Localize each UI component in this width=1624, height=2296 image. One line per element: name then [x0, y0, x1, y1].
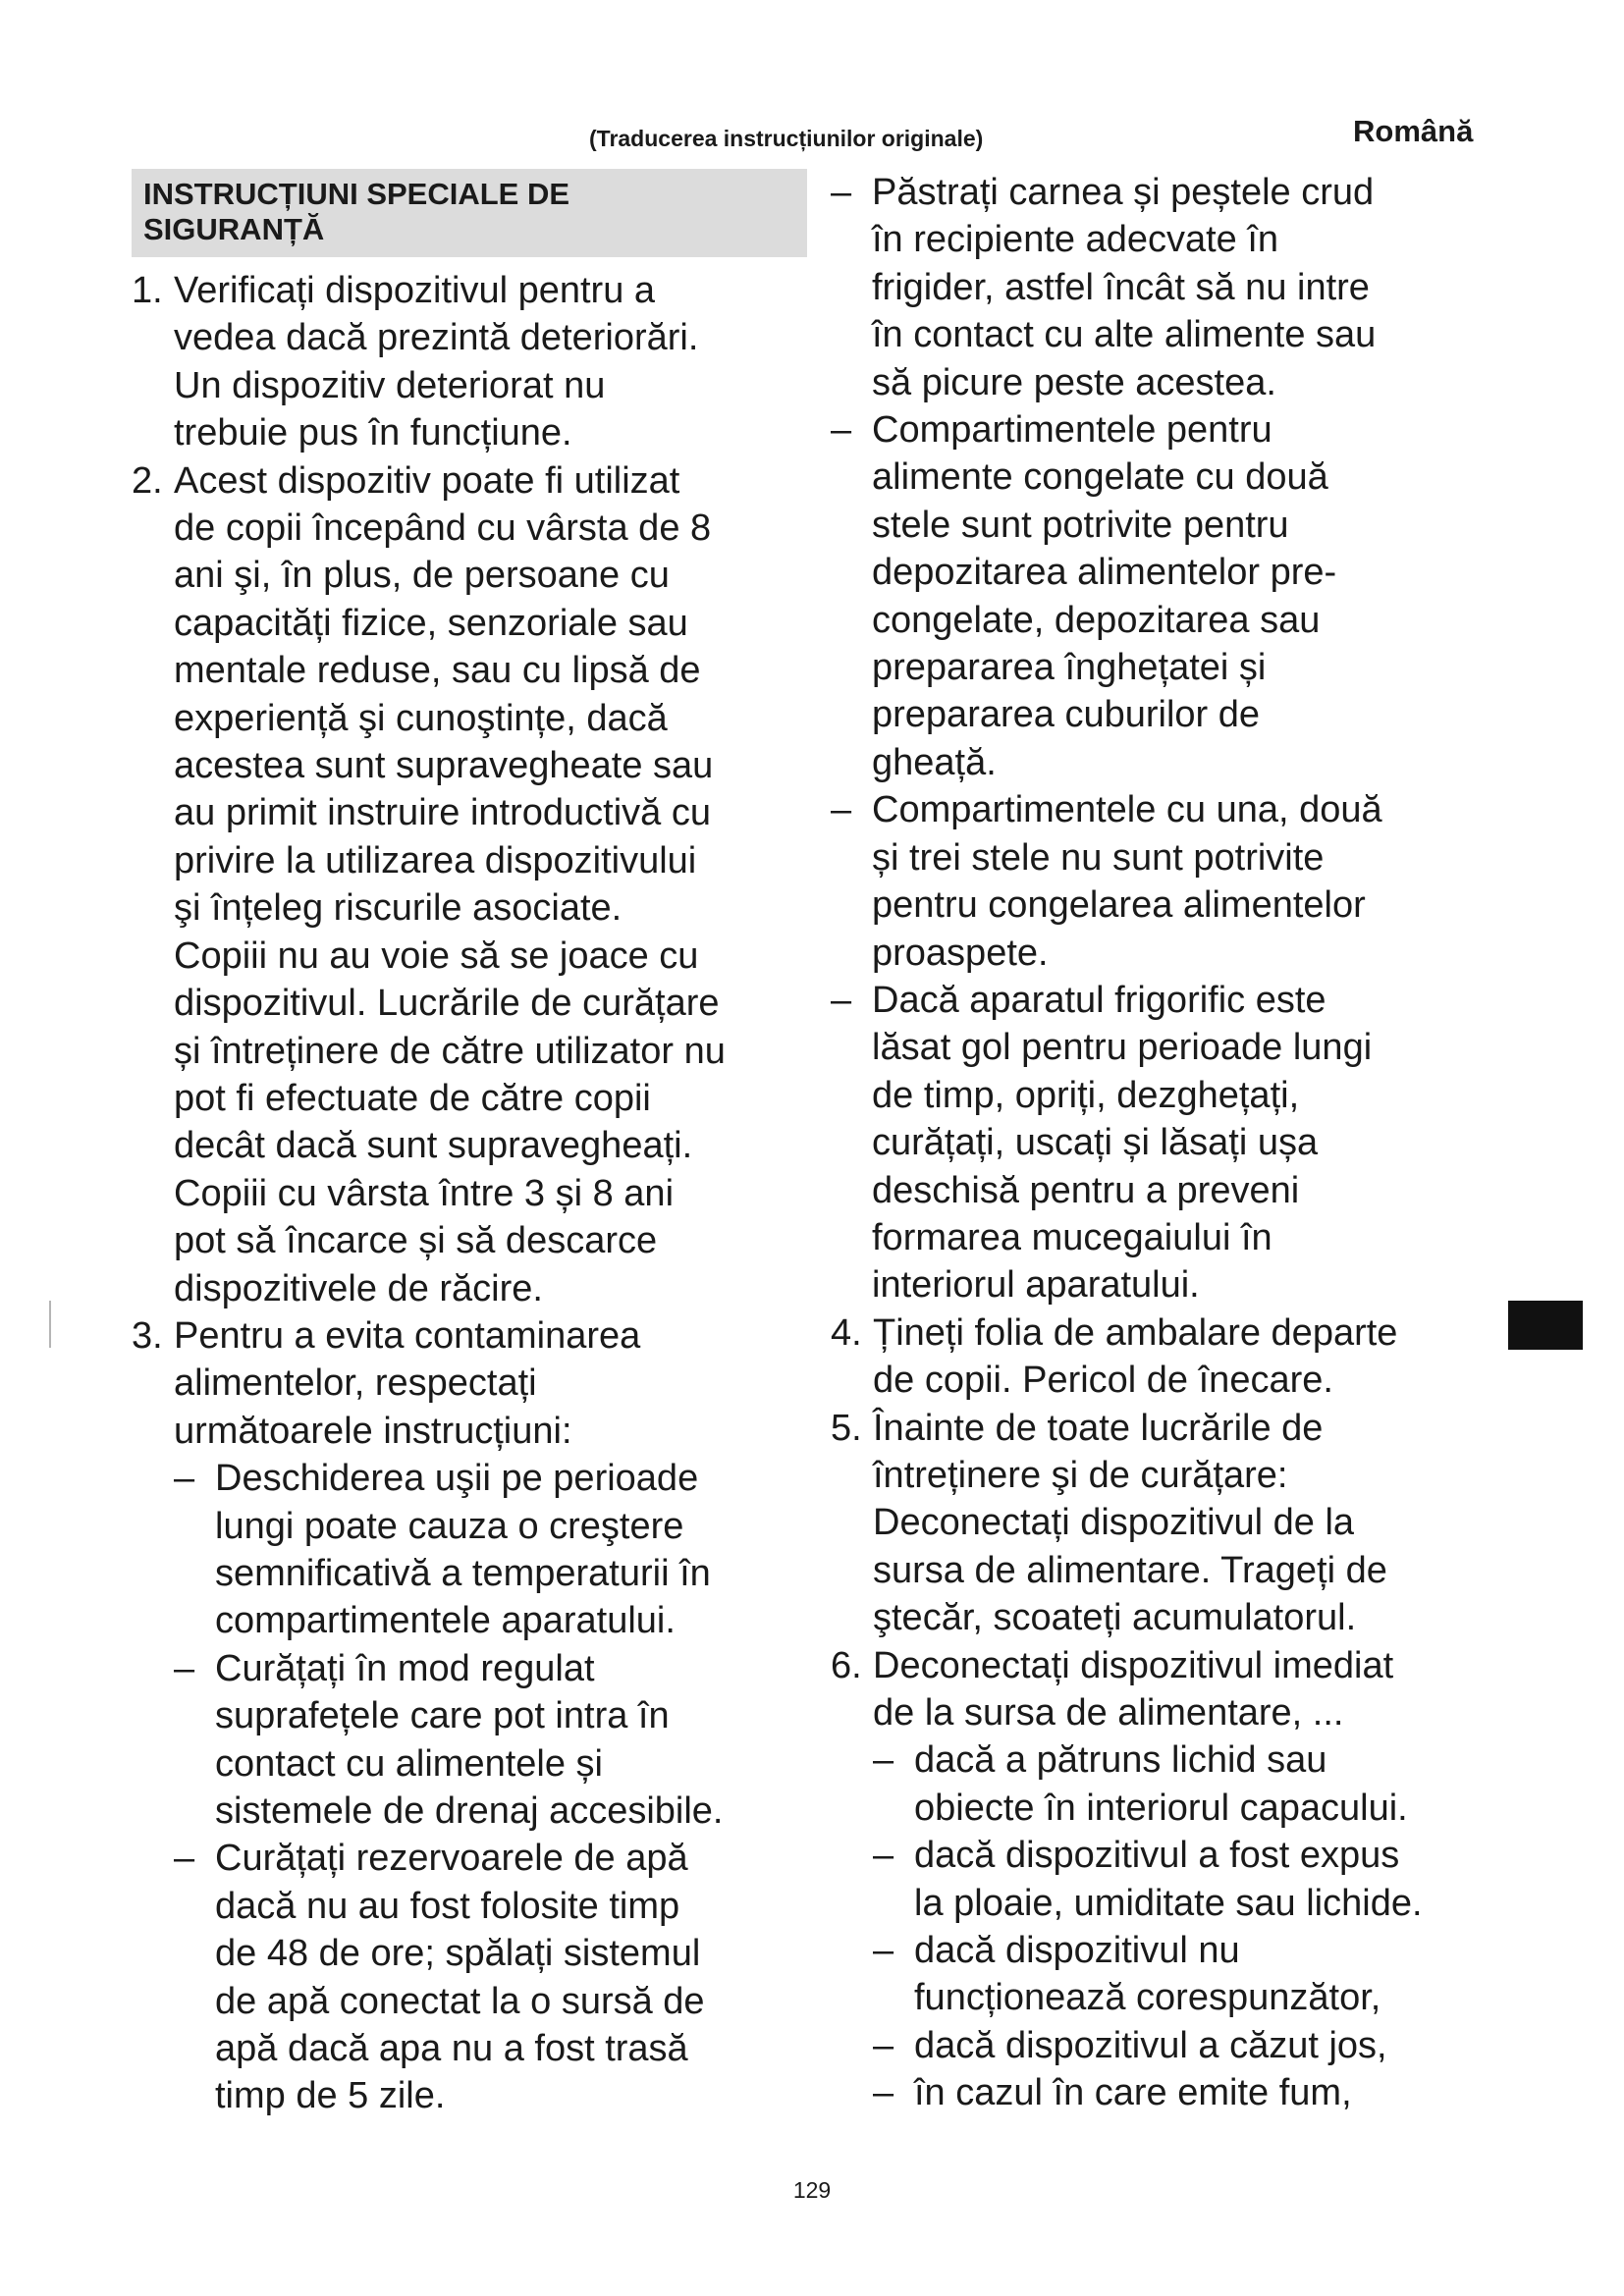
- right-column: [831, 169, 1508, 2117]
- text-line: ani şi, în plus, de persoane cu: [174, 555, 670, 597]
- text-line: dispozitivul. Lucrările de curățare: [174, 983, 720, 1025]
- dash-marker: –: [873, 2024, 894, 2066]
- text-line: Acest dispozitiv poate fi utilizat: [174, 459, 680, 502]
- text-line: la ploaie, umiditate sau lichide.: [914, 1882, 1423, 1924]
- sub-item: [873, 1927, 1508, 2022]
- left-column: [132, 169, 807, 2120]
- dash-marker: –: [831, 172, 852, 213]
- text-line: să picure peste acestea.: [872, 361, 1276, 403]
- document-subtitle: (Traducerea instrucțiunilor originale): [589, 126, 984, 151]
- text-line: experiență şi cunoştințe, dacă: [174, 697, 668, 739]
- text-line: lăsat gol pentru perioade lungi: [872, 1027, 1373, 1069]
- text-line: şi înțeleg riscurile asociate.: [174, 887, 623, 930]
- text-line: Deconectați dispozitivul de la: [873, 1502, 1355, 1544]
- text-line: alimente congelate cu două: [872, 456, 1328, 499]
- text-line: au primit instruire introductivă cu: [174, 792, 711, 834]
- text-line: frigider, astfel încât să nu intre: [872, 266, 1370, 308]
- text-line: ştecăr, scoateți acumulatorul.: [873, 1597, 1357, 1639]
- sub-item: [831, 169, 1508, 406]
- dash-marker: –: [831, 409, 852, 452]
- item-number: 4.: [831, 1311, 862, 1354]
- text-line: dacă dispozitivul a căzut jos,: [914, 2024, 1387, 2066]
- text-line: dispozitivele de răcire.: [174, 1267, 543, 1309]
- text-line: pot fi efectuate de către copii: [174, 1077, 651, 1119]
- text-line: în recipiente adecvate în: [872, 219, 1279, 261]
- item-number: 5.: [831, 1407, 862, 1449]
- dash-marker: –: [174, 1647, 195, 1689]
- sub-item: [174, 1835, 807, 2119]
- text-line: contact cu alimentele și: [215, 1742, 603, 1785]
- list-item-3: [132, 1312, 807, 2120]
- text-line: prepararea înghețatei și: [872, 647, 1267, 689]
- list-item-5: [831, 1405, 1508, 1642]
- text-line: Țineți folia de ambalare departe: [873, 1311, 1398, 1354]
- text-line: mentale reduse, sau cu lipsă de: [174, 650, 701, 692]
- text-line: curățați, uscați și lăsați ușa: [872, 1122, 1319, 1164]
- text-line: privire la utilizarea dispozitivului: [174, 839, 697, 881]
- list-item-1: [132, 267, 807, 457]
- text-line: de la sursa de alimentare, ...: [873, 1692, 1344, 1734]
- text-line: în cazul în care emite fum,: [914, 2072, 1352, 2114]
- item-number: 2.: [132, 459, 163, 502]
- text-line: stele sunt potrivite pentru: [872, 504, 1289, 546]
- text-line: dacă dispozitivul a fost expus: [914, 1835, 1400, 1877]
- dash-marker: –: [873, 1835, 894, 1877]
- section-heading-line: SIGURANȚĂ: [143, 212, 325, 246]
- sub-item: [831, 786, 1508, 977]
- dash-marker: –: [831, 789, 852, 831]
- text-line: deschisă pentru a preveni: [872, 1169, 1300, 1211]
- sub-item: [873, 1736, 1508, 1832]
- text-line: semnificativă a temperaturii în: [215, 1552, 711, 1594]
- text-line: Păstrați carnea și peștele crud: [872, 172, 1375, 213]
- dash-marker: –: [174, 1838, 195, 1880]
- text-line: Curățați în mod regulat: [215, 1647, 595, 1689]
- text-line: obiecte în interiorul capacului.: [914, 1787, 1408, 1829]
- text-line: de 48 de ore; spălați sistemul: [215, 1933, 701, 1975]
- text-line: de copii începând cu vârsta de 8: [174, 507, 712, 550]
- dash-marker: –: [873, 2072, 894, 2114]
- text-line: Verificați dispozitivul pentru a: [174, 270, 656, 311]
- text-line: gheață.: [872, 741, 997, 783]
- text-line: formarea mucegaiului în: [872, 1216, 1272, 1258]
- text-line: suprafețele care pot intra în: [215, 1695, 670, 1737]
- sub-item: [873, 2022, 1508, 2069]
- language-label: Română: [1353, 114, 1474, 148]
- text-line: Înainte de toate lucrările de: [873, 1407, 1324, 1449]
- text-line: decât dacă sunt supravegheați.: [174, 1125, 693, 1167]
- text-line: Dacă aparatul frigorific este: [872, 979, 1326, 1021]
- sub-item: [873, 1832, 1508, 1927]
- section-heading: [132, 169, 807, 257]
- text-line: timp de 5 zile.: [215, 2075, 446, 2117]
- text-line: următoarele instrucțiuni:: [174, 1410, 572, 1452]
- text-line: apă dacă apa nu a fost trasă: [215, 2028, 688, 2070]
- text-line: Pentru a evita contaminarea: [174, 1314, 641, 1357]
- text-line: congelate, depozitarea sau: [872, 599, 1321, 641]
- text-line: Compartimentele pentru: [872, 409, 1272, 452]
- item-number: 6.: [831, 1644, 862, 1686]
- text-line: Curățați rezervoarele de apă: [215, 1838, 688, 1880]
- dash-marker: –: [174, 1458, 195, 1500]
- sub-item: [174, 1455, 807, 1645]
- text-line: funcționează corespunzător,: [914, 1977, 1381, 2019]
- text-line: capacități fizice, senzoriale sau: [174, 602, 688, 644]
- text-line: dacă nu au fost folosite timp: [215, 1885, 680, 1927]
- text-line: sistemele de drenaj accesibile.: [215, 1790, 724, 1832]
- text-line: întreținere şi de curățare:: [873, 1454, 1288, 1496]
- text-line: Copiii nu au voie să se joace cu: [174, 934, 699, 977]
- list-item-2: [132, 457, 807, 1312]
- sub-item: [873, 2069, 1508, 2116]
- sub-item: [174, 1645, 807, 1836]
- text-line: de timp, opriți, dezghețați,: [872, 1074, 1300, 1116]
- text-line: lungi poate cauza o creştere: [215, 1505, 684, 1547]
- text-line: pot să încarce și să descarce: [174, 1220, 658, 1262]
- text-line: de copii. Pericol de înecare.: [873, 1360, 1333, 1402]
- text-line: de apă conectat la o sursă de: [215, 1980, 705, 2022]
- list-item-4: [831, 1309, 1508, 1405]
- text-line: alimentelor, respectați: [174, 1362, 537, 1405]
- dash-marker: –: [873, 1930, 894, 1972]
- text-line: în contact cu alte alimente sau: [872, 314, 1377, 356]
- item-number: 1.: [132, 270, 163, 311]
- text-line: Compartimentele cu una, două: [872, 789, 1382, 831]
- text-line: prepararea cuburilor de: [872, 694, 1261, 736]
- text-line: depozitarea alimentelor pre-: [872, 552, 1337, 594]
- text-line: sursa de alimentare. Trageți de: [873, 1549, 1387, 1591]
- margin-bar-mark: [49, 1301, 51, 1348]
- list-item-6: [831, 1642, 1508, 2117]
- text-line: Deschiderea uşii pe perioade: [215, 1458, 699, 1500]
- text-line: Deconectați dispozitivul imediat: [873, 1644, 1394, 1686]
- language-side-tab: [1508, 1301, 1583, 1350]
- text-line: și întreținere de către utilizator nu: [174, 1030, 726, 1072]
- page-number: 129: [792, 2177, 832, 2203]
- section-heading-line: INSTRUCȚIUNI SPECIALE DE: [143, 177, 570, 211]
- text-line: Un dispozitiv deteriorat nu: [174, 364, 606, 406]
- dash-marker: –: [873, 1739, 894, 1782]
- item-number: 3.: [132, 1314, 163, 1357]
- sub-item: [831, 406, 1508, 786]
- dash-marker: –: [831, 979, 852, 1021]
- text-line: compartimentele aparatului.: [215, 1600, 676, 1642]
- text-line: dacă dispozitivul nu: [914, 1930, 1240, 1972]
- text-line: trebuie pus în funcțiune.: [174, 412, 572, 454]
- text-line: Copiii cu vârsta între 3 și 8 ani: [174, 1172, 675, 1214]
- text-line: vedea dacă prezintă deteriorări.: [174, 317, 699, 359]
- text-line: dacă a pătruns lichid sau: [914, 1739, 1327, 1782]
- text-line: acestea sunt supravegheate sau: [174, 745, 714, 787]
- text-line: proaspete.: [872, 932, 1049, 974]
- text-line: interiorul aparatului.: [872, 1264, 1200, 1307]
- sub-item: [831, 977, 1508, 1309]
- text-line: și trei stele nu sunt potrivite: [872, 836, 1325, 879]
- text-line: pentru congelarea alimentelor: [872, 884, 1366, 927]
